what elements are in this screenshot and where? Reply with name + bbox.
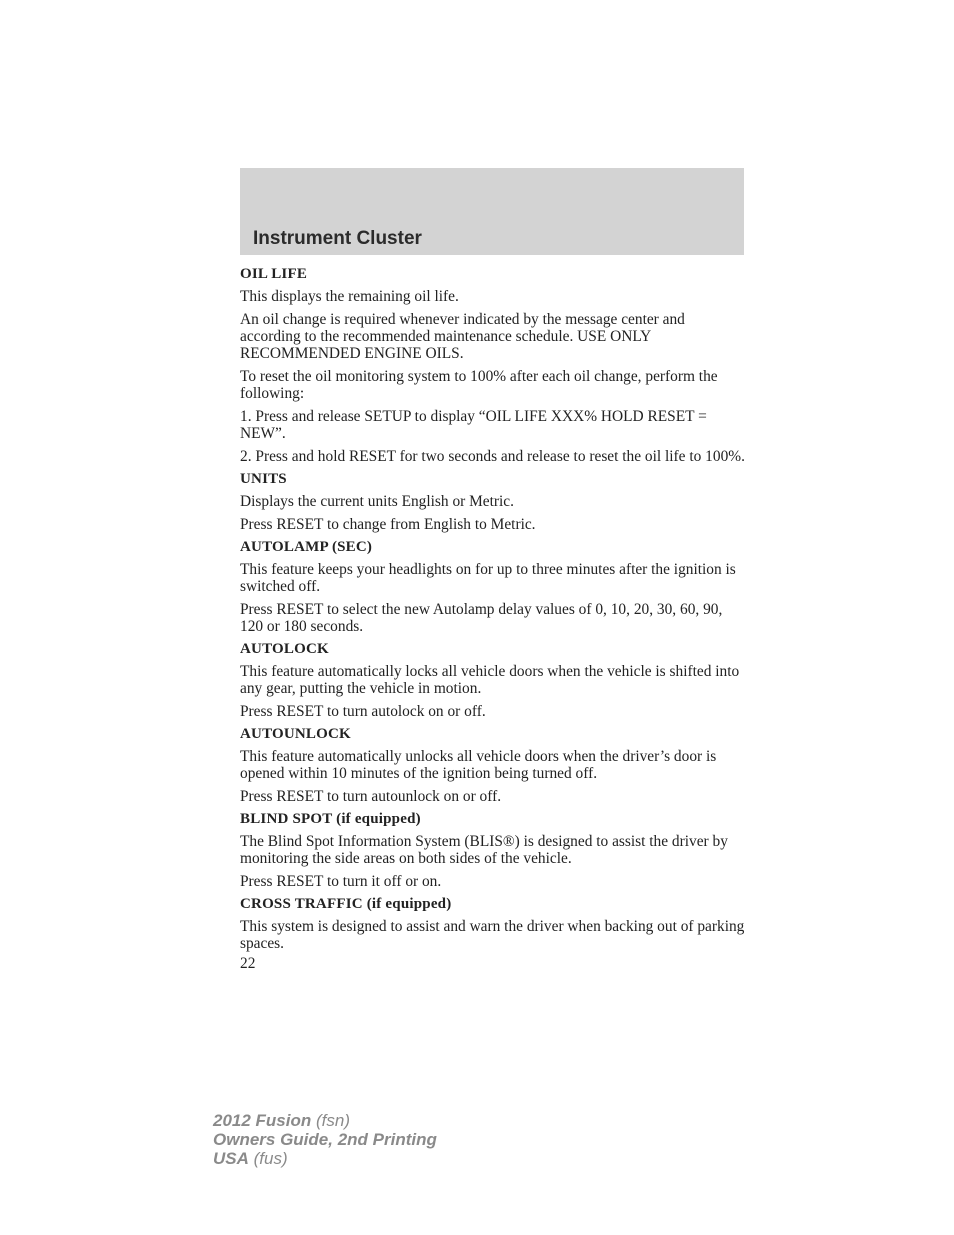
- section-heading: AUTOLAMP (SEC): [240, 539, 373, 555]
- section-heading: CROSS TRAFFIC (if equipped): [240, 896, 452, 912]
- section-title: Instrument Cluster: [253, 228, 422, 249]
- paragraph: Displays the current units English or Metric.: [240, 493, 514, 510]
- footer-guide-edition: Owners Guide, 2nd Printing: [213, 1130, 437, 1149]
- paragraph: This feature keeps your headlights on for up to three minutes after the ignition is switched off.: [240, 561, 736, 595]
- paragraph: Press RESET to turn it off or on.: [240, 873, 442, 890]
- section-header-band: [240, 168, 744, 255]
- paragraph: 1. Press and release SETUP to display “OIL LIFE XXX% HOLD RESET = NEW”.: [240, 408, 707, 442]
- section-heading: BLIND SPOT (if equipped): [240, 811, 421, 827]
- footer-model-code: (fsn): [311, 1111, 350, 1130]
- section-heading: OIL LIFE: [240, 266, 308, 282]
- paragraph: This displays the remaining oil life.: [240, 288, 459, 305]
- paragraph: This feature automatically unlocks all vehicle doors when the driver’s door is opened within 10 minutes of the ignition being turned off.: [240, 748, 717, 782]
- paragraph: Press RESET to select the new Autolamp delay values of 0, 10, 20, 30, 60, 90, 120 or 180 seconds.: [240, 601, 723, 635]
- paragraph: Press RESET to turn autounlock on or off.: [240, 788, 502, 805]
- footer-line-market: [213, 1149, 437, 1168]
- footer-market: USA: [213, 1149, 249, 1168]
- paragraph: To reset the oil monitoring system to 100% after each oil change, perform the following:: [240, 368, 718, 402]
- footer-market-code: (fus): [248, 1149, 288, 1168]
- paragraph: The Blind Spot Information System (BLIS®) is designed to assist the driver by monitoring the side areas on both sides of the vehicle.: [240, 833, 728, 867]
- paragraph: This system is designed to assist and warn the driver when backing out of parking spaces.: [240, 918, 745, 952]
- footer-model: 2012 Fusion: [213, 1111, 312, 1130]
- section-heading: AUTOLOCK: [240, 641, 329, 657]
- paragraph: Press RESET to change from English to Metric.: [240, 516, 536, 533]
- page-number: 22: [240, 955, 256, 972]
- paragraph: 2. Press and hold RESET for two seconds and release to reset the oil life to 100%.: [240, 448, 745, 465]
- paragraph: An oil change is required whenever indicated by the message center and according to the recommended maintenance schedule. USE ONLY RECOMMENDED ENGINE OILS.: [240, 311, 685, 362]
- document-footer: [213, 1111, 437, 1168]
- page-content: [240, 266, 746, 972]
- paragraph: This feature automatically locks all vehicle doors when the vehicle is shifted into any gear, putting the vehicle in motion.: [240, 663, 740, 697]
- paragraph: Press RESET to turn autolock on or off.: [240, 703, 486, 720]
- footer-line-model: [213, 1111, 437, 1130]
- section-heading: UNITS: [240, 471, 287, 487]
- section-heading: AUTOUNLOCK: [240, 726, 351, 742]
